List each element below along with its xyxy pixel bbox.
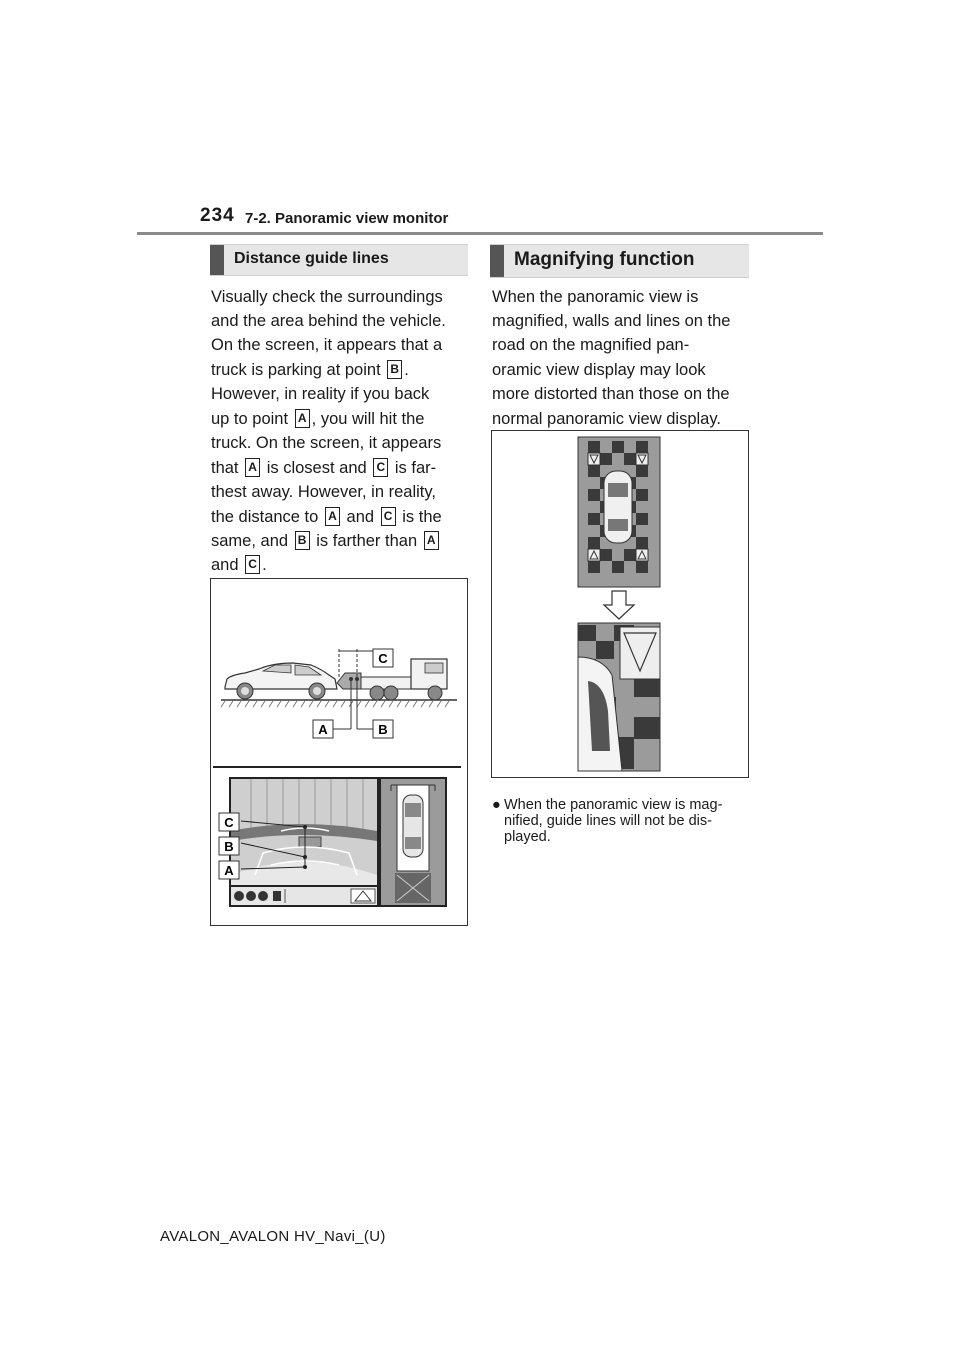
magnifying-function-heading: [490, 244, 749, 278]
para-text: same, and: [211, 532, 289, 550]
magnifying-note: [492, 797, 762, 849]
label-a: A: [295, 409, 310, 428]
para-line: [211, 407, 424, 432]
magnifying-illustration: [492, 431, 748, 777]
para-text: and: [346, 508, 375, 526]
para-line: However, in reality if you back: [211, 385, 430, 403]
label-c: C: [373, 458, 388, 477]
label-c: C: [245, 555, 260, 574]
para-line: road on the magnified pan-: [492, 336, 690, 354]
distance-guide-figure: [210, 578, 468, 926]
note-line: nified, guide lines will not be dis-: [504, 813, 712, 829]
callout-c: C: [378, 651, 388, 666]
para-line: On the screen, it appears that a: [211, 336, 443, 354]
heading-text: Distance guide lines: [234, 250, 389, 267]
para-text: .: [262, 556, 267, 574]
screen-callout-a: A: [224, 863, 234, 878]
para-line: [211, 529, 441, 554]
para-text: that: [211, 459, 239, 477]
para-line: [211, 358, 409, 383]
para-line: [211, 505, 442, 530]
label-a: A: [424, 531, 439, 550]
label-a: A: [325, 507, 340, 526]
callout-a: A: [318, 722, 328, 737]
label-b: B: [387, 360, 402, 379]
para-text: , you will hit the: [311, 410, 425, 428]
para-text: up to point: [211, 410, 289, 428]
header-rule: [137, 232, 823, 235]
para-line: oramic view display may look: [492, 361, 706, 379]
label-b: B: [295, 531, 310, 550]
screen-callout-c: C: [224, 815, 234, 830]
heading-bar: [210, 245, 224, 275]
magnifying-figure: [491, 430, 749, 778]
para-line: truck. On the screen, it appears: [211, 434, 442, 452]
callout-b: B: [378, 722, 388, 737]
footer-model: AVALON_AVALON HV_Navi_(U): [160, 1228, 386, 1245]
heading-text: Magnifying function: [514, 249, 695, 270]
para-text: is far-: [394, 459, 437, 477]
distance-guide-lines-heading: [210, 244, 468, 276]
para-line: and the area behind the vehicle.: [211, 312, 446, 330]
para-text: is closest and: [266, 459, 367, 477]
para-text: the distance to: [211, 508, 319, 526]
note-line: When the panoramic view is mag-: [504, 797, 723, 813]
para-text: .: [404, 361, 409, 379]
section-title: 7-2. Panoramic view monitor: [245, 210, 449, 227]
page-number: 234: [200, 205, 235, 226]
magnifying-paragraph: [492, 285, 752, 435]
para-line: [211, 456, 436, 481]
para-line: Visually check the surroundings: [211, 288, 443, 306]
heading-bar: [490, 245, 504, 277]
para-line: [211, 553, 267, 578]
screen-callout-b: B: [224, 839, 234, 854]
distance-guide-illustration: [211, 579, 467, 925]
para-line: magnified, walls and lines on the: [492, 312, 731, 330]
para-line: more distorted than those on the: [492, 385, 730, 403]
distance-guide-paragraph: [211, 285, 471, 575]
note-line: played.: [504, 829, 551, 845]
para-line: thest away. However, in reality,: [211, 483, 436, 501]
para-text: truck is parking at point: [211, 361, 381, 379]
para-text: is the: [402, 508, 442, 526]
label-a: A: [245, 458, 260, 477]
note-bullet: ●: [492, 797, 501, 813]
para-line: normal panoramic view display.: [492, 410, 721, 428]
para-text: and: [211, 556, 239, 574]
para-text: is farther than: [316, 532, 418, 550]
para-line: When the panoramic view is: [492, 288, 699, 306]
label-c: C: [381, 507, 396, 526]
